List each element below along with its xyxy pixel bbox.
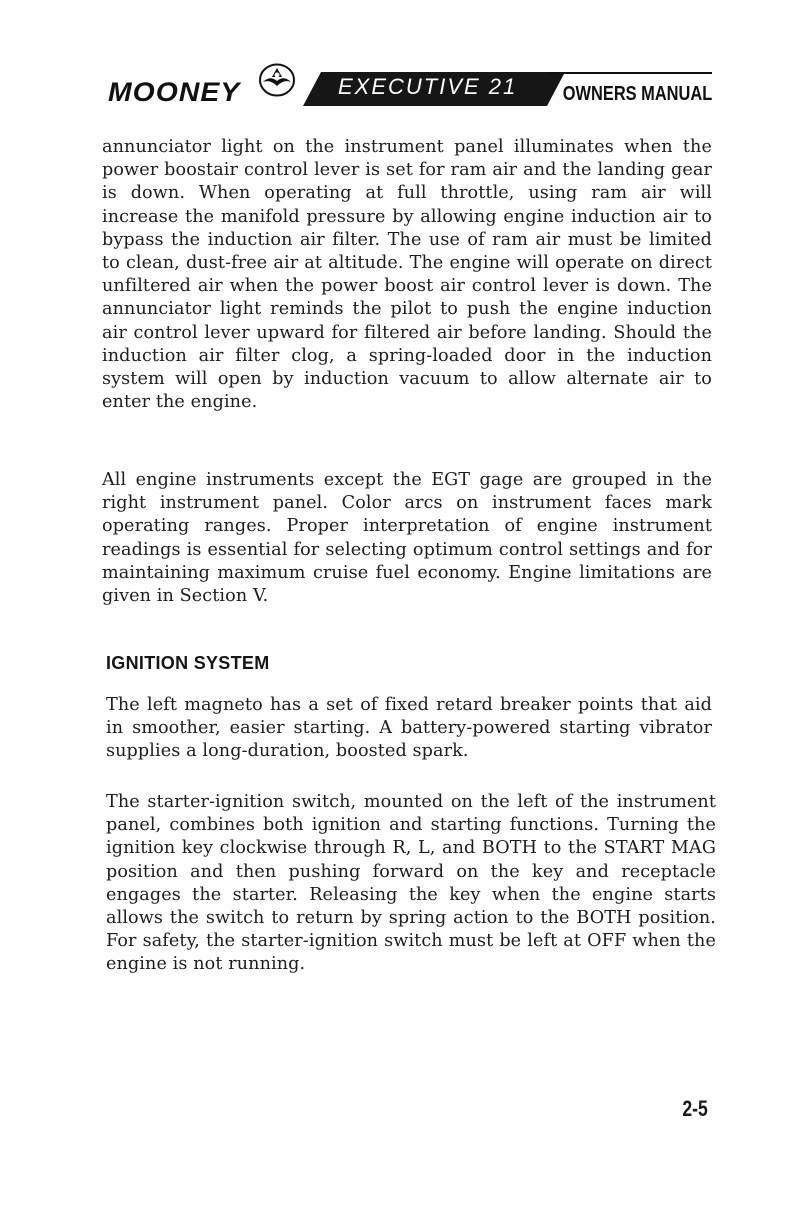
manual-label: OWNERS MANUAL	[562, 83, 712, 105]
page-number: 2-5	[682, 1096, 708, 1121]
header-rule	[548, 72, 712, 74]
brand-name: MOONEY	[108, 77, 241, 107]
paragraph-magneto: The left magneto has a set of fixed retard breaker points that aid in smoother, easier starting. A battery-powered starting vibrator supplies a long-duration, boosted spark.	[106, 695, 712, 762]
paragraph-engine-instruments: All engine instruments except the EGT gage are grouped in the right instrument panel. Color arcs on instrument faces mark operating ranges. Proper interpretation of engine instrument readings is essential for selecting optimum control settings and for maintaining maximum cruise fuel economy. Engine limitations are given in Section V.	[102, 470, 712, 607]
paragraph-ram-air: annunciator light on the instrument panel illuminates when the power boostair control lever is set for ram air and the landing gear is down. When operating at full throttle, using ram air will increase the manifold pressure by allowing engine induction air to bypass the induction air filter. The use of ram air must be limited to clean, dust-free air at altitude. The engine will operate on direct unfiltered air when the power boost air control lever is down. The annunciator light reminds the pilot to push the engine induction air control lever upward for filtered air before landing. Should the induction air filter clog, a spring-loaded door in the induction system will open by induction vacuum to allow alternate air to enter the engine.	[102, 137, 712, 413]
paragraph-starter-ignition: The starter-ignition switch, mounted on the left of the instrument panel, combines both ignition and starting functions. Turning the ignition key clockwise through R, L, and BOTH to the START MAG position and then pushing forward on the key and receptacle engages the starter. Releasing the key when the engine starts allows the switch to return by spring action to the BOTH position. For safety, the starter-ignition switch must be left at OFF when the engine is not running.	[106, 792, 716, 975]
section-heading-ignition: IGNITION SYSTEM	[106, 653, 270, 673]
page-header	[108, 58, 712, 110]
mooney-emblem-icon	[257, 62, 297, 98]
model-name: EXECUTIVE 21	[338, 74, 518, 99]
